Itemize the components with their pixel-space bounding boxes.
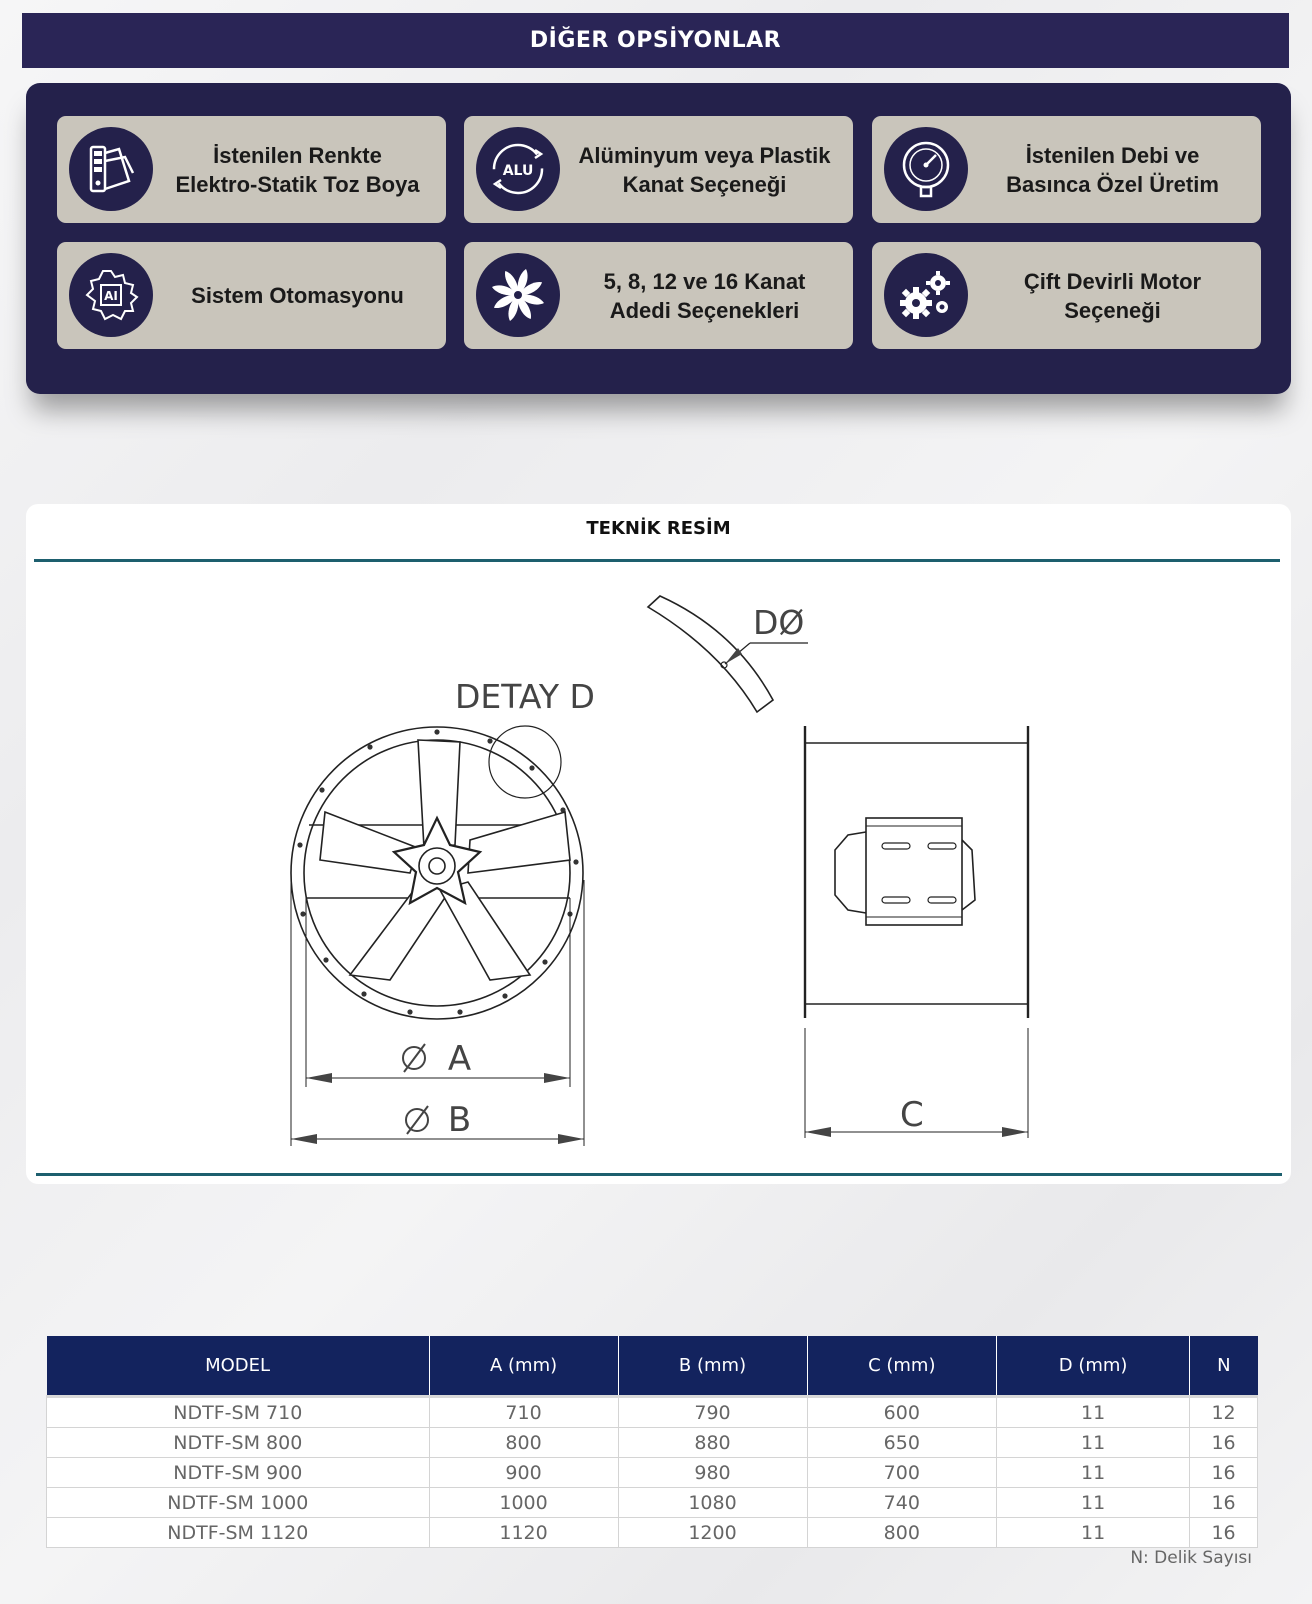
table-cell: 880	[618, 1428, 807, 1458]
table-cell: NDTF-SM 900	[47, 1458, 430, 1488]
table-cell: 800	[429, 1428, 618, 1458]
table-cell: 740	[807, 1488, 997, 1518]
table-footnote: N: Delik Sayısı	[1130, 1548, 1252, 1568]
table-cell: 980	[618, 1458, 807, 1488]
table-cell: 790	[618, 1397, 807, 1428]
table-row	[47, 1518, 1258, 1548]
option-text: Alüminyum veya Plastik Kanat Seçeneği	[578, 142, 831, 197]
dim-c-label: C	[900, 1095, 924, 1135]
table-cell: NDTF-SM 1000	[47, 1488, 430, 1518]
technical-title: TEKNİK RESİM	[586, 518, 731, 539]
table-row	[47, 1428, 1258, 1458]
table-cell: 11	[997, 1518, 1190, 1548]
option-text: İstenilen Debi ve Basınca Özel Üretim	[1006, 142, 1219, 197]
table-cell: NDTF-SM 1120	[47, 1518, 430, 1548]
table-cell: 11	[997, 1458, 1190, 1488]
column-header: N	[1190, 1336, 1258, 1397]
column-header: A (mm)	[429, 1336, 618, 1397]
option-text: Çift Devirli Motor Seçeneği	[1023, 268, 1202, 323]
table-cell: 16	[1190, 1518, 1258, 1548]
column-header: MODEL	[47, 1336, 430, 1397]
column-header: D (mm)	[997, 1336, 1190, 1397]
table-cell: 1080	[618, 1488, 807, 1518]
dim-a-label: .A	[437, 1039, 472, 1079]
table-cell: 1200	[618, 1518, 807, 1548]
table-cell: 900	[429, 1458, 618, 1488]
table-row	[47, 1458, 1258, 1488]
table-cell: 700	[807, 1458, 997, 1488]
table-header-row	[47, 1336, 1258, 1397]
table-cell: 11	[997, 1428, 1190, 1458]
detail-label: DETAY D	[455, 677, 595, 716]
table-cell: NDTF-SM 710	[47, 1397, 430, 1428]
table-cell: 16	[1190, 1458, 1258, 1488]
column-header: B (mm)	[618, 1336, 807, 1397]
option-text: İstenilen Renkte Elektro-Statik Toz Boya	[175, 142, 420, 197]
table-row	[47, 1488, 1258, 1518]
table-cell: 710	[429, 1397, 618, 1428]
ai-label: AI	[104, 289, 118, 303]
diameter-symbol-icon	[403, 1044, 428, 1134]
option-text: Sistem Otomasyonu	[191, 283, 404, 308]
table-cell: 800	[807, 1518, 997, 1548]
spec-table	[46, 1336, 1258, 1548]
column-header: C (mm)	[807, 1336, 997, 1397]
table-cell: 16	[1190, 1488, 1258, 1518]
hole-diameter-label: DØ	[753, 603, 805, 642]
alu-label: ALU	[502, 163, 534, 179]
option-text: 5, 8, 12 ve 16 Kanat Adedi Seçenekleri	[603, 268, 806, 323]
section-title: DİĞER OPSİYONLAR	[529, 28, 782, 53]
table-cell: 16	[1190, 1428, 1258, 1458]
table-cell: 11	[997, 1488, 1190, 1518]
table-cell: 1120	[429, 1518, 618, 1548]
table-cell: 12	[1190, 1397, 1258, 1428]
table-cell: 650	[807, 1428, 997, 1458]
table-cell: 1000	[429, 1488, 618, 1518]
table-row	[47, 1397, 1258, 1428]
table-cell: NDTF-SM 800	[47, 1428, 430, 1458]
table-cell: 11	[997, 1397, 1190, 1428]
table-cell: 600	[807, 1397, 997, 1428]
dim-b-label: .B	[437, 1100, 472, 1140]
